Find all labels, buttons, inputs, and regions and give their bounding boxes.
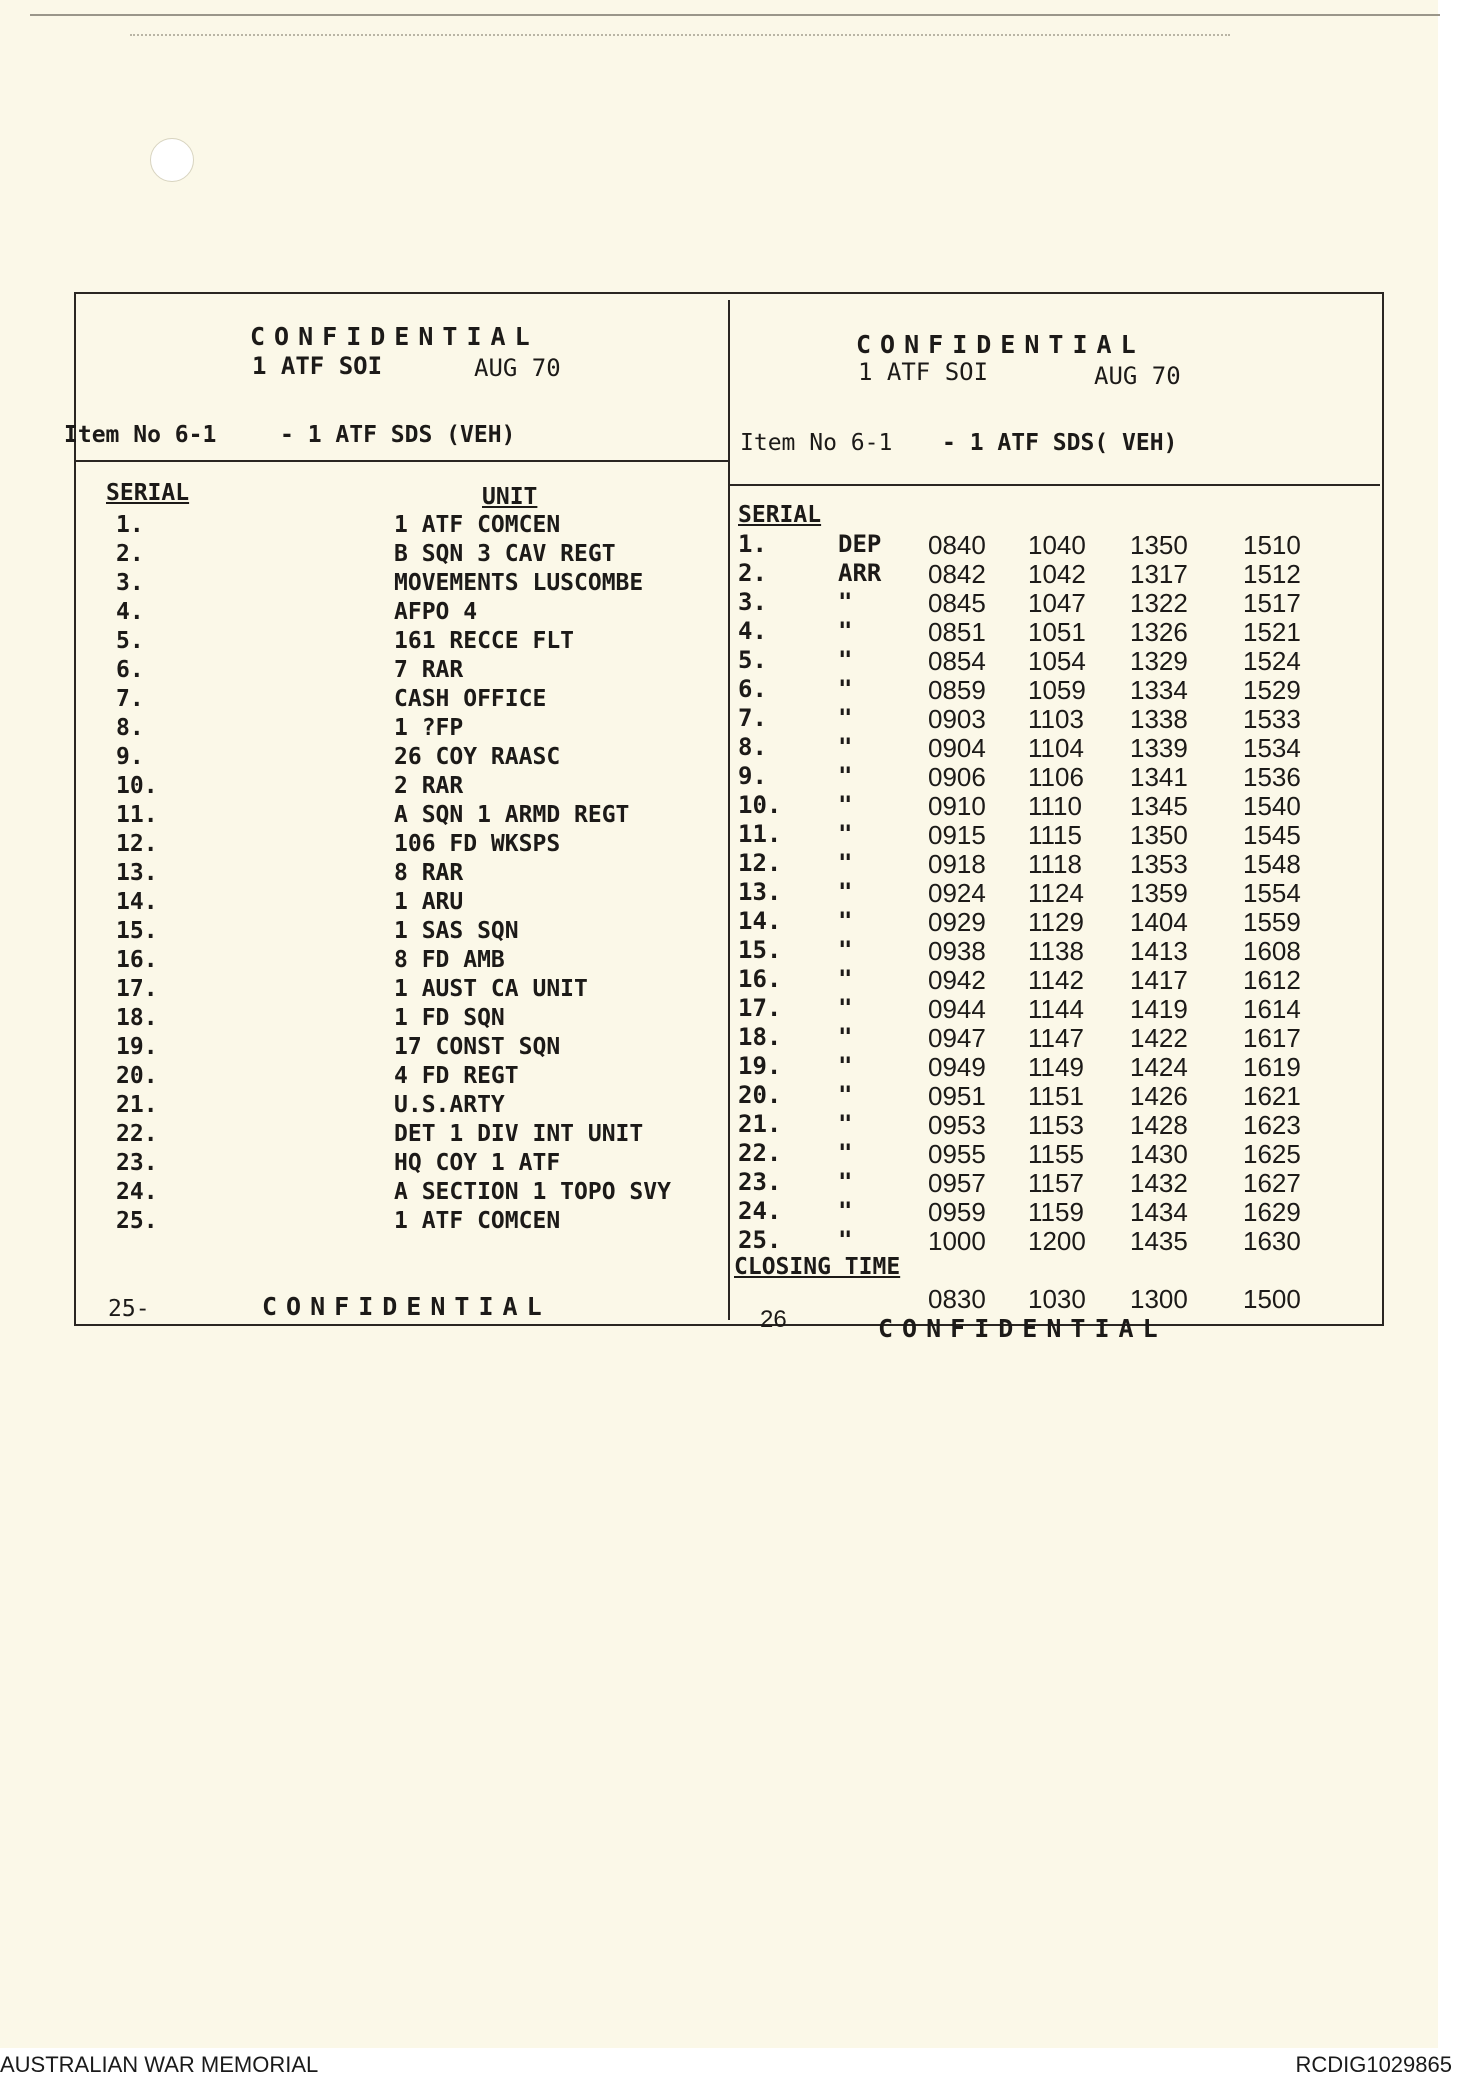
schedule-time: 1341: [1130, 762, 1188, 792]
serial-number: 14.: [738, 907, 782, 935]
serial-number: 15.: [116, 918, 158, 944]
schedule-time: 1000: [928, 1226, 986, 1256]
serial-number: 22.: [116, 1121, 158, 1147]
center-divider: [728, 300, 730, 1320]
left-col-unit: UNIT: [482, 484, 538, 510]
schedule-time: 1149: [1028, 1052, 1084, 1082]
right-item-no: Item No 6-1: [740, 430, 893, 456]
table-row: [738, 530, 1358, 559]
schedule-time: 0859: [928, 675, 986, 705]
serial-number: 3.: [116, 570, 144, 596]
serial-number: 5.: [116, 628, 144, 654]
serial-number: 22.: [738, 1139, 782, 1167]
schedule-time: 1329: [1130, 646, 1188, 676]
schedule-time: 0915: [928, 820, 986, 850]
table-row: [738, 704, 1358, 733]
serial-number: 4.: [738, 617, 767, 645]
top-rule: [30, 14, 1440, 16]
table-row: [738, 1197, 1358, 1226]
schedule-time: 1040: [1028, 530, 1086, 560]
table-row: [738, 675, 1358, 704]
table-row: [738, 849, 1358, 878]
schedule-time: 1533: [1243, 704, 1301, 734]
serial-number: 19.: [116, 1034, 158, 1060]
schedule-time: 1621: [1243, 1081, 1301, 1111]
closing-time: 1300: [1130, 1284, 1188, 1314]
serial-number: 5.: [738, 646, 767, 674]
serial-number: 1.: [738, 530, 767, 558]
serial-number: 12.: [116, 831, 158, 857]
closing-time-label: CLOSING TIME: [734, 1254, 901, 1280]
schedule-time: 1619: [1243, 1052, 1301, 1082]
schedule-time: 1322: [1130, 588, 1188, 618]
table-row: [738, 1226, 1358, 1255]
table-row: [738, 1110, 1358, 1139]
serial-number: 9.: [738, 762, 767, 790]
schedule-time: 1512: [1243, 559, 1301, 589]
table-row: [738, 994, 1358, 1023]
serial-number: 20.: [116, 1063, 158, 1089]
schedule-time: 1359: [1130, 878, 1188, 908]
schedule-time: 1540: [1243, 791, 1301, 821]
serial-number: 11.: [738, 820, 782, 848]
left-item-no: Item No 6-1: [64, 422, 217, 448]
serial-number: 18.: [116, 1005, 158, 1031]
table-row: [110, 947, 720, 976]
schedule-time: 1350: [1130, 530, 1188, 560]
schedule-time: 0906: [928, 762, 986, 792]
table-row: [738, 936, 1358, 965]
movement-type: ": [838, 1052, 853, 1080]
top-print-noise: [130, 34, 1230, 39]
schedule-time: 1326: [1130, 617, 1188, 647]
serial-number: 24.: [116, 1179, 158, 1205]
left-page-number: 25-: [108, 1296, 150, 1322]
table-row: [738, 965, 1358, 994]
serial-number: 10.: [738, 791, 782, 819]
serial-number: 25.: [116, 1208, 158, 1234]
schedule-time: 1629: [1243, 1197, 1301, 1227]
closing-time: 1030: [1028, 1284, 1086, 1314]
movement-type: ": [838, 1226, 853, 1254]
schedule-time: 1124: [1028, 878, 1084, 908]
schedule-time: 1614: [1243, 994, 1301, 1024]
serial-number: 21.: [116, 1092, 158, 1118]
schedule-time: 1129: [1028, 907, 1084, 937]
schedule-time: 1339: [1130, 733, 1188, 763]
schedule-time: 1103: [1028, 704, 1084, 734]
schedule-time: 1432: [1130, 1168, 1188, 1198]
schedule-time: 1545: [1243, 820, 1301, 850]
schedule-time: 1430: [1130, 1139, 1188, 1169]
right-date: AUG 70: [1094, 362, 1181, 390]
schedule-time: 0918: [928, 849, 986, 879]
movement-type: DEP: [838, 530, 882, 558]
serial-number: 1.: [116, 512, 144, 538]
unit-name: 8 RAR: [394, 860, 464, 886]
unit-name: AFPO 4: [394, 599, 478, 625]
movement-type: ": [838, 907, 853, 935]
table-row: [110, 570, 720, 599]
punch-hole: [150, 138, 194, 182]
serial-number: 17.: [738, 994, 782, 1022]
schedule-time: 1118: [1028, 849, 1082, 879]
schedule-time: 1142: [1028, 965, 1084, 995]
schedule-time: 1534: [1243, 733, 1301, 763]
schedule-time: 1350: [1130, 820, 1188, 850]
schedule-time: 0953: [928, 1110, 986, 1140]
schedule-time: 0938: [928, 936, 986, 966]
schedule-time: 1334: [1130, 675, 1188, 705]
schedule-time: 1529: [1243, 675, 1301, 705]
table-row: [738, 588, 1358, 617]
unit-name: 8 FD AMB: [394, 947, 505, 973]
movement-type: ": [838, 849, 853, 877]
schedule-time: 1617: [1243, 1023, 1301, 1053]
table-row: [110, 512, 720, 541]
serial-number: 14.: [116, 889, 158, 915]
schedule-time: 1413: [1130, 936, 1188, 966]
movement-type: ": [838, 936, 853, 964]
table-row: [738, 559, 1358, 588]
serial-number: 25.: [738, 1226, 782, 1254]
serial-number: 12.: [738, 849, 782, 877]
serial-number: 21.: [738, 1110, 782, 1138]
schedule-time: 1612: [1243, 965, 1301, 995]
serial-number: 17.: [116, 976, 158, 1002]
table-row: [738, 820, 1358, 849]
schedule-time: 0942: [928, 965, 986, 995]
table-row: [110, 1121, 720, 1150]
serial-number: 6.: [738, 675, 767, 703]
table-row: [110, 976, 720, 1005]
schedule-time: 1200: [1028, 1226, 1086, 1256]
serial-number: 24.: [738, 1197, 782, 1225]
unit-name: 1 ARU: [394, 889, 464, 915]
serial-number: 11.: [116, 802, 158, 828]
table-row: [110, 1179, 720, 1208]
serial-number: 8.: [116, 715, 144, 741]
table-row: [110, 1005, 720, 1034]
schedule-time: 1630: [1243, 1226, 1301, 1256]
serial-number: 2.: [738, 559, 767, 587]
unit-name: 1 ?FP: [394, 715, 464, 741]
schedule-time: 1627: [1243, 1168, 1301, 1198]
serial-number: 18.: [738, 1023, 782, 1051]
table-row: [110, 686, 720, 715]
schedule-time: 1054: [1028, 646, 1086, 676]
schedule-time: 1536: [1243, 762, 1301, 792]
schedule-time: 1106: [1028, 762, 1084, 792]
schedule-time: 0854: [928, 646, 986, 676]
movement-type: ": [838, 1139, 853, 1167]
table-row: [110, 1034, 720, 1063]
movement-type: ": [838, 820, 853, 848]
schedule-time: 1110: [1028, 791, 1082, 821]
right-header-rule: [730, 484, 1380, 486]
left-header-rule: [76, 460, 728, 462]
movement-type: ": [838, 791, 853, 819]
schedule-time: 1559: [1243, 907, 1301, 937]
schedule-time: 1422: [1130, 1023, 1188, 1053]
movement-type: ": [838, 878, 853, 906]
unit-name: 1 SAS SQN: [394, 918, 519, 944]
archive-id: RCDIG1029865: [1295, 2052, 1452, 2077]
serial-number: 8.: [738, 733, 767, 761]
schedule-time: 1428: [1130, 1110, 1188, 1140]
table-row: [110, 744, 720, 773]
serial-number: 20.: [738, 1081, 782, 1109]
serial-number: 23.: [738, 1168, 782, 1196]
table-row: [110, 860, 720, 889]
movement-type: ": [838, 646, 853, 674]
serial-number: 6.: [116, 657, 144, 683]
unit-name: HQ COY 1 ATF: [394, 1150, 561, 1176]
schedule-time: 1147: [1028, 1023, 1084, 1053]
schedule-time: 1151: [1028, 1081, 1084, 1111]
table-row: [738, 762, 1358, 791]
movement-type: ": [838, 1023, 853, 1051]
serial-number: 3.: [738, 588, 767, 616]
schedule-time: 1548: [1243, 849, 1301, 879]
left-date: AUG 70: [474, 354, 561, 382]
serial-number: 19.: [738, 1052, 782, 1080]
unit-name: A SQN 1 ARMD REGT: [394, 802, 630, 828]
schedule-time: 1404: [1130, 907, 1188, 937]
schedule-time: 1521: [1243, 617, 1301, 647]
schedule-time: 1424: [1130, 1052, 1188, 1082]
schedule-time: 1157: [1028, 1168, 1084, 1198]
schedule-time: 1510: [1243, 530, 1301, 560]
serial-number: 2.: [116, 541, 144, 567]
schedule-time: 1517: [1243, 588, 1301, 618]
schedule-time: 1434: [1130, 1197, 1188, 1227]
movement-type: ": [838, 1110, 853, 1138]
schedule-time: 0842: [928, 559, 986, 589]
schedule-time: 1042: [1028, 559, 1086, 589]
schedule-time: 1155: [1028, 1139, 1084, 1169]
table-row: [738, 617, 1358, 646]
unit-name: 1 ATF COMCEN: [394, 512, 561, 538]
table-row: [110, 628, 720, 657]
table-row: [110, 889, 720, 918]
right-item-title: - 1 ATF SDS( VEH): [942, 430, 1178, 456]
movement-type: ": [838, 762, 853, 790]
unit-name: 2 RAR: [394, 773, 464, 799]
table-row: [738, 907, 1358, 936]
right-col-serial: SERIAL: [738, 502, 822, 528]
closing-time: 1500: [1243, 1284, 1301, 1314]
unit-name: 7 RAR: [394, 657, 464, 683]
table-row: [110, 802, 720, 831]
schedule-time: 1524: [1243, 646, 1301, 676]
unit-name: 161 RECCE FLT: [394, 628, 575, 654]
schedule-time: 1417: [1130, 965, 1188, 995]
left-soi: 1 ATF SOI: [252, 352, 383, 380]
schedule-time: 1554: [1243, 878, 1301, 908]
schedule-time: 0949: [928, 1052, 986, 1082]
unit-name: 1 FD SQN: [394, 1005, 505, 1031]
table-row: [110, 541, 720, 570]
right-page-number: 26: [760, 1306, 787, 1333]
movement-type: ": [838, 965, 853, 993]
movement-type: ": [838, 1081, 853, 1109]
schedule-time: 1104: [1028, 733, 1084, 763]
table-row: [738, 1139, 1358, 1168]
table-row: [738, 646, 1358, 675]
table-row: [738, 791, 1358, 820]
table-row: [738, 1081, 1358, 1110]
movement-type: ": [838, 675, 853, 703]
serial-number: 7.: [738, 704, 767, 732]
table-row: [110, 918, 720, 947]
table-row: [110, 1092, 720, 1121]
schedule-time: 0951: [928, 1081, 986, 1111]
serial-number: 7.: [116, 686, 144, 712]
table-row: [738, 878, 1358, 907]
table-row: [110, 831, 720, 860]
schedule-time: 0903: [928, 704, 986, 734]
schedule-time: 1345: [1130, 791, 1188, 821]
schedule-time: 1353: [1130, 849, 1188, 879]
schedule-time: 0845: [928, 588, 986, 618]
table-row: [110, 599, 720, 628]
archive-credit: AUSTRALIAN WAR MEMORIAL: [0, 2052, 319, 2077]
schedule-time: 1608: [1243, 936, 1301, 966]
unit-name: 1 ATF COMCEN: [394, 1208, 561, 1234]
schedule-time: 1426: [1130, 1081, 1188, 1111]
closing-time: 0830: [928, 1284, 986, 1314]
unit-name: A SECTION 1 TOPO SVY: [394, 1179, 671, 1205]
schedule-time: 1138: [1028, 936, 1084, 966]
serial-number: 15.: [738, 936, 782, 964]
table-row: [738, 1052, 1358, 1081]
unit-name: DET 1 DIV INT UNIT: [394, 1121, 644, 1147]
unit-name: CASH OFFICE: [394, 686, 547, 712]
serial-number: 16.: [116, 947, 158, 973]
schedule-time: 1338: [1130, 704, 1188, 734]
right-soi: 1 ATF SOI: [858, 358, 989, 386]
schedule-time: 1317: [1130, 559, 1188, 589]
schedule-time: 0929: [928, 907, 986, 937]
serial-number: 13.: [738, 878, 782, 906]
page-margin: [1438, 0, 1466, 2048]
right-confidential-top: CONFIDENTIAL: [856, 330, 1145, 359]
schedule-time: 0851: [928, 617, 986, 647]
schedule-time: 0959: [928, 1197, 986, 1227]
serial-number: 4.: [116, 599, 144, 625]
right-confidential-bottom: CONFIDENTIAL: [878, 1314, 1167, 1343]
left-col-serial: SERIAL: [106, 480, 190, 506]
table-row: [110, 773, 720, 802]
schedule-time: 1419: [1130, 994, 1188, 1024]
schedule-time: 1625: [1243, 1139, 1301, 1169]
schedule-time: 0944: [928, 994, 986, 1024]
movement-type: ": [838, 1168, 853, 1196]
unit-name: 26 COY RAASC: [394, 744, 561, 770]
movement-type: ": [838, 588, 853, 616]
serial-number: 16.: [738, 965, 782, 993]
schedule-time: 1153: [1028, 1110, 1084, 1140]
schedule-time: 0955: [928, 1139, 986, 1169]
schedule-time: 1059: [1028, 675, 1086, 705]
serial-number: 13.: [116, 860, 158, 886]
left-confidential-top: CONFIDENTIAL: [250, 322, 539, 351]
serial-number: 9.: [116, 744, 144, 770]
schedule-time: 0840: [928, 530, 986, 560]
schedule-time: 1115: [1028, 820, 1082, 850]
schedule-time: 0904: [928, 733, 986, 763]
schedule-time: 1623: [1243, 1110, 1301, 1140]
schedule-time: 1435: [1130, 1226, 1188, 1256]
schedule-time: 0947: [928, 1023, 986, 1053]
schedule-time: 1051: [1028, 617, 1086, 647]
unit-name: 1 AUST CA UNIT: [394, 976, 588, 1002]
table-row: [738, 1168, 1358, 1197]
table-row: [110, 715, 720, 744]
movement-type: ": [838, 994, 853, 1022]
unit-name: 4 FD REGT: [394, 1063, 519, 1089]
table-row: [110, 1063, 720, 1092]
unit-name: B SQN 3 CAV REGT: [394, 541, 616, 567]
movement-type: ": [838, 704, 853, 732]
left-item-title: - 1 ATF SDS (VEH): [280, 422, 516, 448]
unit-name: 17 CONST SQN: [394, 1034, 561, 1060]
closing-times-row: [738, 1284, 1358, 1313]
serial-number: 23.: [116, 1150, 158, 1176]
schedule-time: 1159: [1028, 1197, 1084, 1227]
schedule-time: 1144: [1028, 994, 1084, 1024]
schedule-time: 0957: [928, 1168, 986, 1198]
left-confidential-bottom: CONFIDENTIAL: [262, 1292, 551, 1321]
movement-type: ": [838, 1197, 853, 1225]
movement-type: ARR: [838, 559, 882, 587]
table-row: [738, 733, 1358, 762]
unit-name: 106 FD WKSPS: [394, 831, 561, 857]
unit-name: MOVEMENTS LUSCOMBE: [394, 570, 644, 596]
unit-name: U.S.ARTY: [394, 1092, 505, 1118]
schedule-time: 0910: [928, 791, 986, 821]
movement-type: ": [838, 733, 853, 761]
serial-number: 10.: [116, 773, 158, 799]
schedule-time: 1047: [1028, 588, 1086, 618]
table-row: [110, 1150, 720, 1179]
table-row: [110, 657, 720, 686]
movement-type: ": [838, 617, 853, 645]
schedule-time: 0924: [928, 878, 986, 908]
table-row: [110, 1208, 720, 1237]
table-row: [738, 1023, 1358, 1052]
